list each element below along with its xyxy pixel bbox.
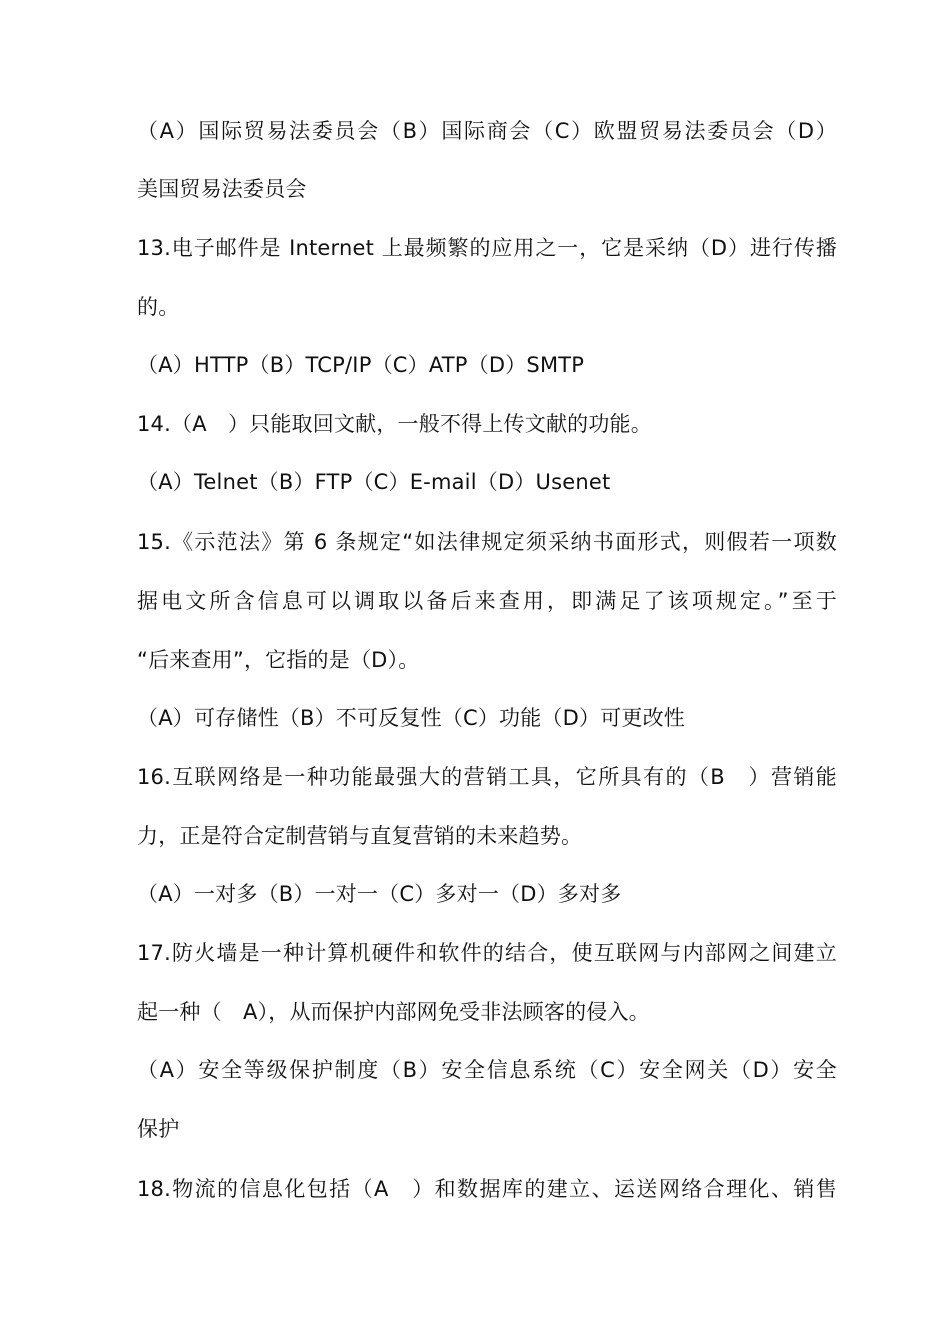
text-line: 18.物流的信息化包括（A ）和数据库的建立、运送网络合理化、销售 [137, 1177, 837, 1201]
text-line: 起一种（ A），从而保护内部网免受非法顾客的侵入。 [137, 1000, 650, 1024]
text-line: 13.电子邮件是 Internet 上最频繁的应用之一，它是采纳（D）进行传播 [137, 236, 837, 260]
text-line: 15.《示范法》第 6 条规定“如法律规定须采纳书面形式，则假若一项数 [137, 530, 837, 554]
text-line: （A）Telnet（B）FTP（C）E-mail（D）Usenet [137, 470, 611, 494]
text-line: 美国贸易法委员会 [137, 177, 307, 201]
text-line: 力，正是符合定制营销与直复营销的未来趋势。 [137, 824, 583, 848]
text-line: （A）HTTP（B）TCP/IP（C）ATP（D）SMTP [137, 353, 585, 377]
text-line: 17.防火墙是一种计算机硬件和软件的结合，使互联网与内部网之间建立 [137, 941, 837, 965]
text-line: 14.（A ）只能取回文献，一般不得上传文献的功能。 [137, 412, 652, 436]
text-line: 保护 [137, 1117, 180, 1141]
text-line: （A）可存储性（B）不可反复性（C）功能（D）可更改性 [137, 706, 686, 730]
text-line: “后来查用”，它指的是（D）。 [137, 648, 420, 672]
text-line: （A）一对多（B）一对一（C）多对一（D）多对多 [137, 882, 622, 906]
text-line: 16.互联网络是一种功能最强大的营销工具，它所具有的（B ）营销能 [137, 765, 837, 789]
text-line: （A）安全等级保护制度（B）安全信息系统（C）安全网关（D）安全 [137, 1058, 837, 1082]
text-line: 据电文所含信息可以调取以备后来查用，即满足了该项规定。”至于 [137, 589, 837, 613]
text-line: （A）国际贸易法委员会（B）国际商会（C）欧盟贸易法委员会（D） [137, 119, 837, 143]
text-line: 的。 [137, 295, 180, 319]
